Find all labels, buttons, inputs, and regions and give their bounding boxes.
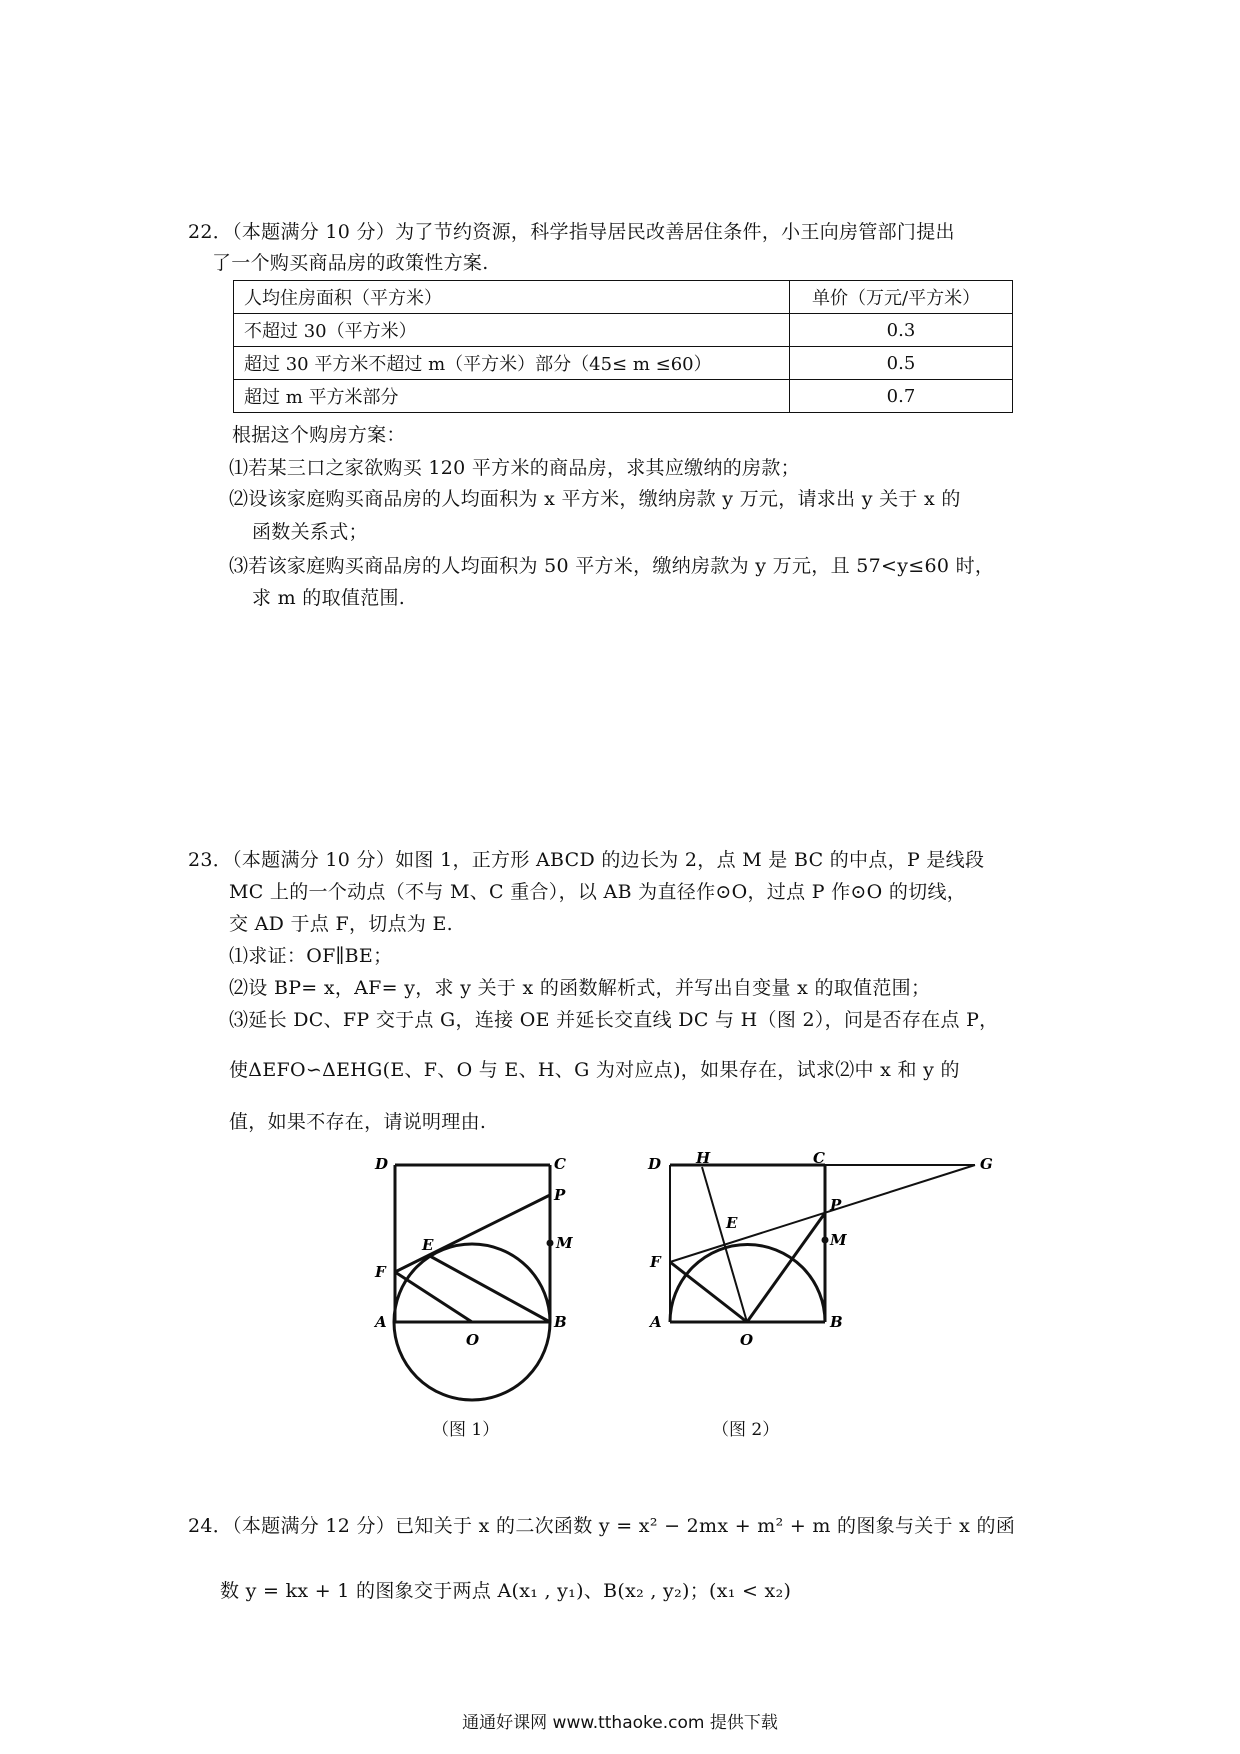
q22-line2: 了一个购买商品房的政策性方案. (212, 252, 489, 274)
footer-source: 通通好课网 www.tthaoke.com 提供下载 (462, 1713, 778, 1733)
tangent-fp (395, 1195, 550, 1272)
table-cell-area: 超过 m 平方米部分 (234, 380, 790, 413)
label-e: E (726, 1214, 738, 1232)
label-c: C (554, 1155, 566, 1173)
q23-part2: ⑵设 BP= x，AF= y，求 y 关于 x 的函数解析式，并写出自变量 x 的取值范围； (229, 977, 931, 999)
circle-o-arc (670, 1245, 825, 1322)
label-a: A (375, 1313, 387, 1331)
q23-part1: ⑴求证：OF∥BE； (229, 945, 393, 967)
label-h: H (696, 1149, 711, 1167)
segment-hidden (428, 1255, 472, 1322)
label-m: M (556, 1234, 573, 1252)
label-p: P (830, 1196, 842, 1214)
q22-part1: ⑴若某三口之家欲购买 120 平方米的商品房，求其应缴纳的房款； (229, 457, 800, 479)
q24-line1: 24．（本题满分 12 分）已知关于 x 的二次函数 y = x² − 2mx + m² + m 的图象与关于 x 的函 (188, 1515, 1016, 1537)
q22-intro: 根据这个购房方案： (232, 424, 406, 446)
point-m-dot (822, 1237, 829, 1244)
label-b: B (830, 1313, 843, 1331)
segment-po (747, 1213, 825, 1322)
q22-part2b: 函数关系式； (252, 521, 368, 543)
label-c: C (813, 1149, 825, 1167)
table-cell-area: 不超过 30（平方米） (234, 314, 790, 347)
q22-part3b: 求 m 的取值范围. (252, 587, 406, 609)
table-cell-price: 0.3 (790, 314, 1013, 347)
table-header-area: 人均住房面积（平方米） (234, 281, 790, 314)
figure-1-diagram (370, 1155, 573, 1405)
q23-line3: 交 AD 于点 F，切点为 E. (229, 913, 454, 935)
point-m-dot (547, 1240, 554, 1247)
table-row (234, 380, 1013, 413)
label-f: F (650, 1253, 661, 1271)
q23-part3a: ⑶延长 DC、FP 交于点 G，连接 OE 并延长交直线 DC 与 H（图 2），问是否存在点 P， (229, 1009, 999, 1031)
table-cell-price: 0.5 (790, 347, 1013, 380)
figure-2-diagram (640, 1149, 1000, 1405)
label-o: O (466, 1331, 480, 1349)
policy-table (233, 280, 1013, 413)
segment-fo (395, 1272, 472, 1322)
table-cell-area: 超过 30 平方米不超过 m（平方米）部分（45≤ m ≤60） (234, 347, 790, 380)
table-header-price: 单价（万元/平方米） (790, 281, 1013, 314)
q24-line2: 数 y = kx + 1 的图象交于两点 A(x₁ , y₁)、B(x₂ , y₂)；(x₁ < x₂) (220, 1580, 792, 1602)
segment-fo (670, 1262, 747, 1322)
q22-line1: 22．（本题满分 10 分）为了节约资源，科学指导居民改善居住条件，小王向房管部门提出 (188, 221, 955, 243)
table-header-row (234, 281, 1013, 314)
table-row (234, 314, 1013, 347)
label-e: E (422, 1236, 434, 1254)
label-b: B (554, 1313, 567, 1331)
q23-line1: 23．（本题满分 10 分）如图 1，正方形 ABCD 的边长为 2，点 M 是 BC 的中点，P 是线段 (188, 849, 985, 871)
label-m: M (830, 1231, 847, 1249)
q22-part3a: ⑶若该家庭购买商品房的人均面积为 50 平方米，缴纳房款为 y 万元，且 57<y≤60 时， (229, 555, 995, 577)
label-d: D (375, 1155, 389, 1173)
label-a: A (650, 1313, 662, 1331)
table-row (234, 347, 1013, 380)
segment-be (428, 1255, 550, 1322)
q23-part3b: 使ΔEFO∽ΔEHG(E、F、O 与 E、H、G 为对应点)，如果存在，试求⑵中 x 和 y 的 (229, 1059, 960, 1081)
label-f: F (375, 1263, 386, 1281)
label-g: G (980, 1155, 993, 1173)
label-d: D (648, 1155, 662, 1173)
table-cell-price: 0.7 (790, 380, 1013, 413)
figure-1-caption: （图 1） (432, 1420, 500, 1440)
q22-part2a: ⑵设该家庭购买商品房的人均面积为 x 平方米，缴纳房款 y 万元，请求出 y 关于 x 的 (229, 488, 961, 510)
figure-1 (370, 1155, 573, 1409)
q23-part3c: 值，如果不存在，请说明理由. (229, 1111, 487, 1133)
q23-line2: MC 上的一个动点（不与 M、C 重合），以 AB 为直径作⊙O，过点 P 作⊙O 的切线， (229, 881, 967, 903)
label-o: O (740, 1331, 754, 1349)
figure-2 (640, 1149, 1000, 1409)
label-p: P (554, 1186, 566, 1204)
figure-2-caption: （图 2） (712, 1420, 780, 1440)
